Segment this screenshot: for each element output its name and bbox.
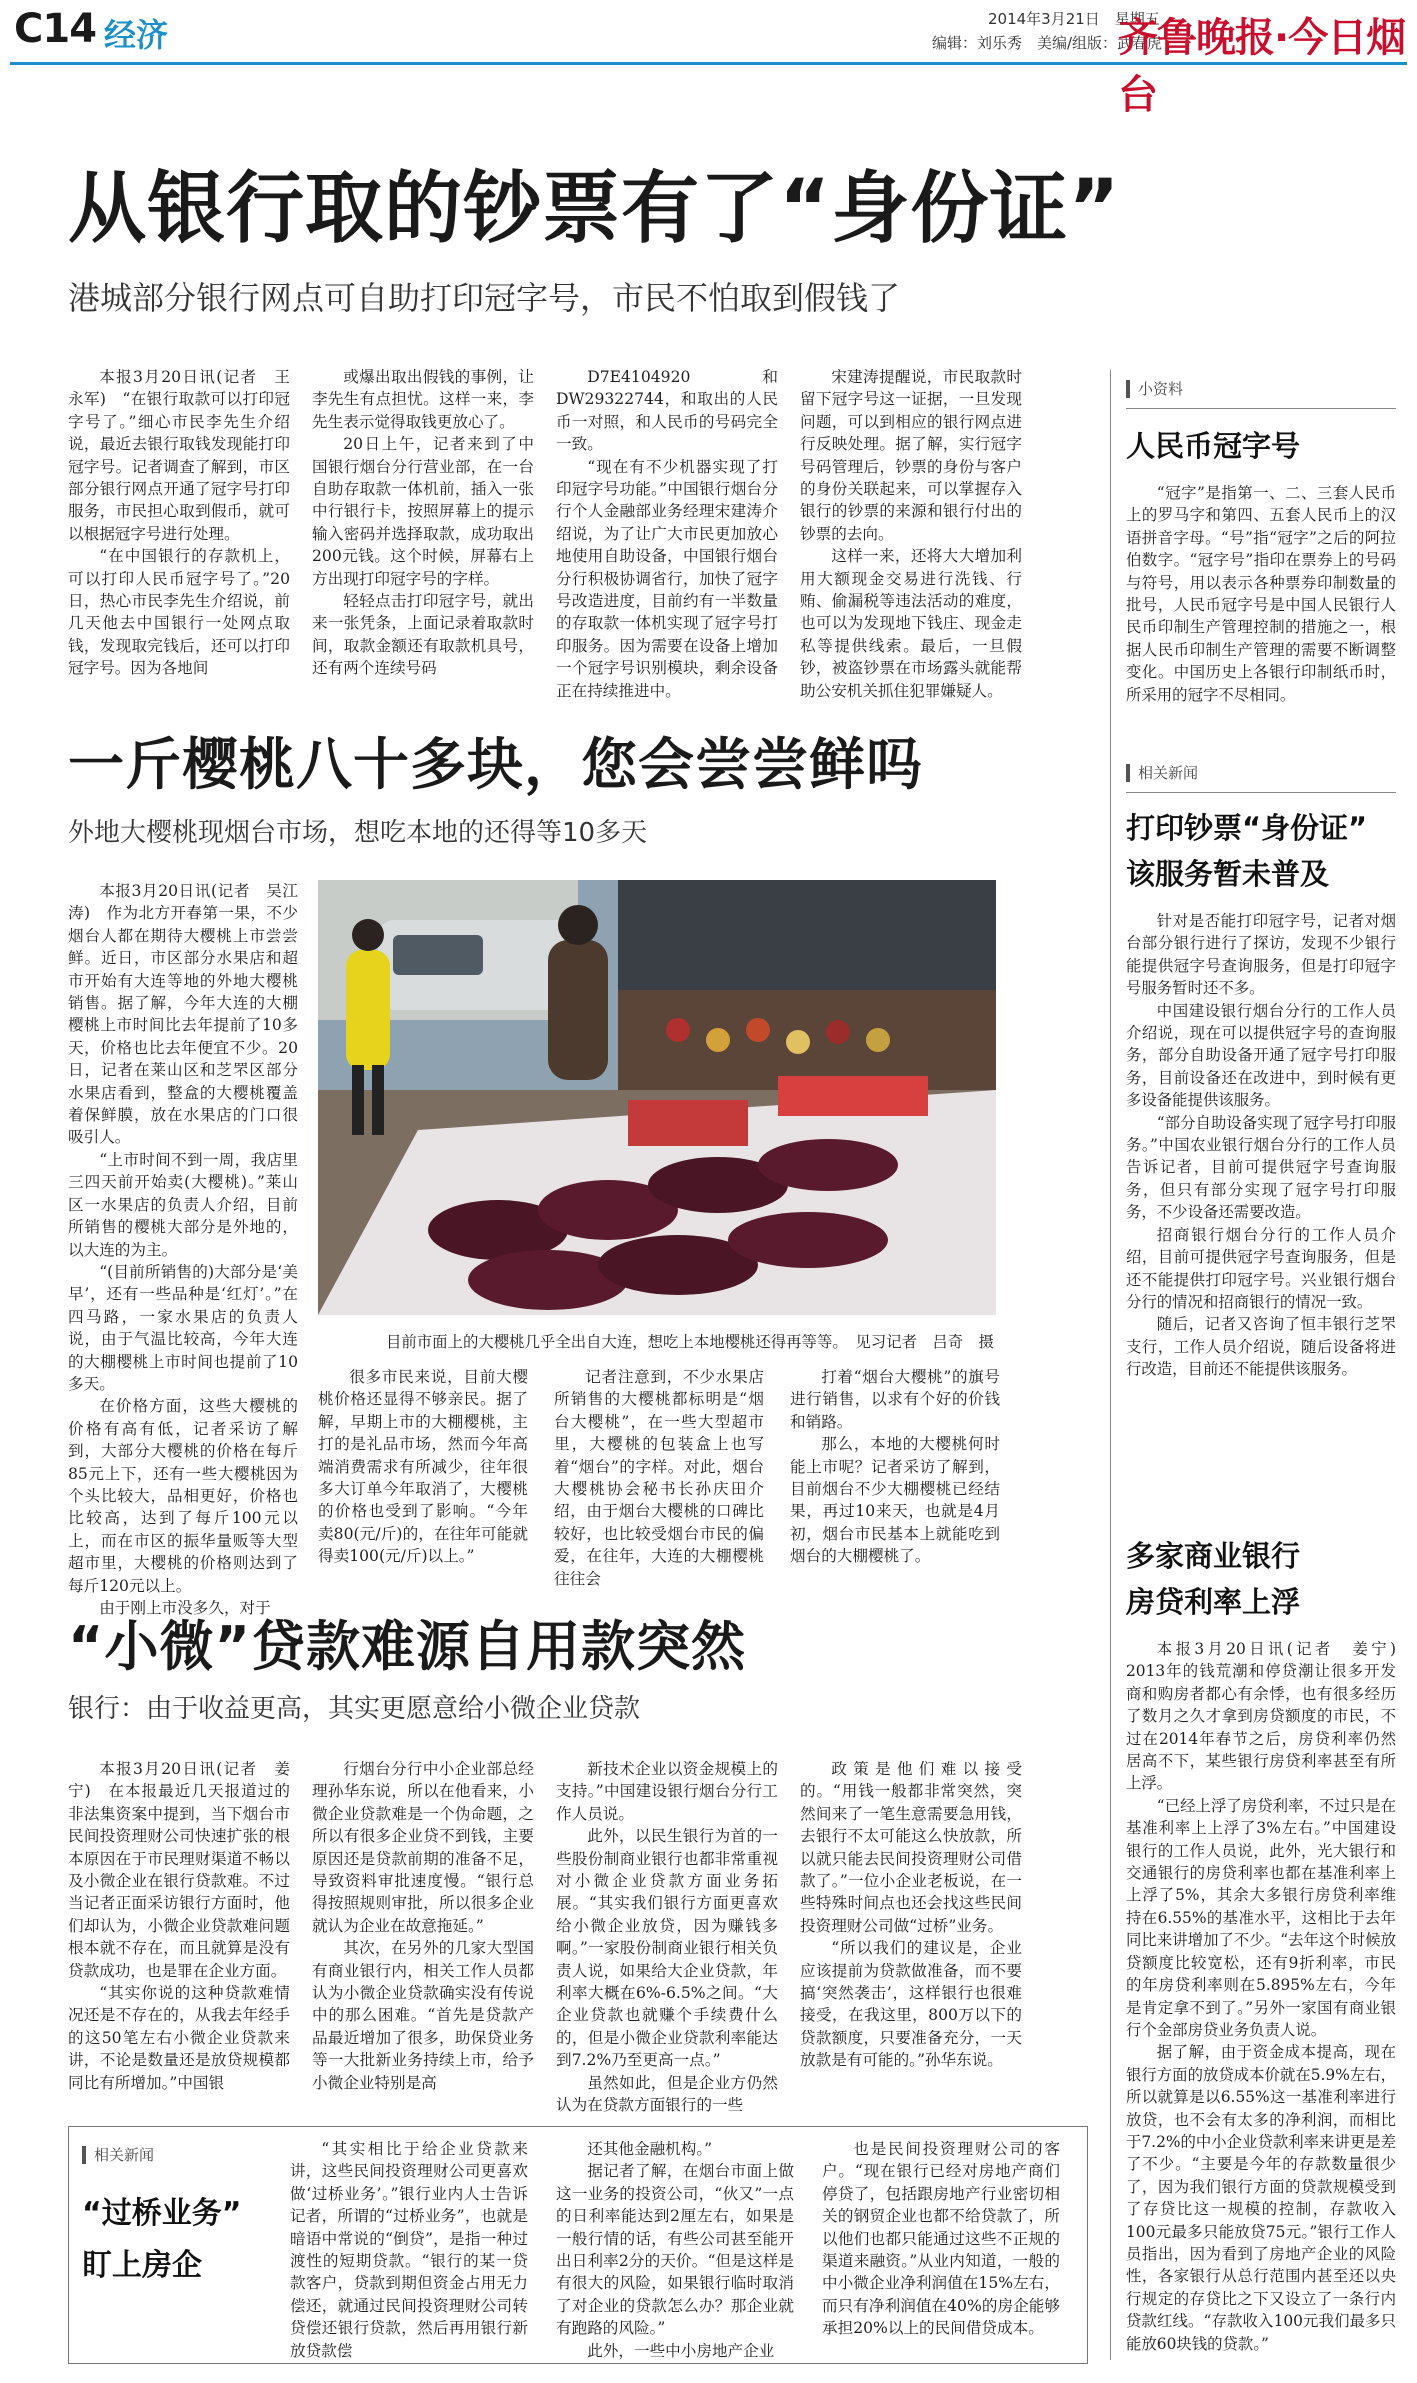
paragraph: 新技术企业以资金规模上的支持。”中国建设银行烟台分行工作人员说。 <box>556 1760 778 1823</box>
sidebar-headline-1: 人民币冠字号 <box>1126 429 1301 463</box>
article2-bottom-column-3 <box>790 1366 1000 1586</box>
article3-title: “小微”贷款难源自用款突然 <box>68 1615 746 1678</box>
paragraph: “已经上浮了房贷利率，不过只是在基准利率上上浮了3%左右。”中国建设银行的工作人员说，此外，光大银行和交通银行的房贷利率也都在基准利率上上浮了5%，其余大多银行房贷利率维持在6.55%的基准水平，这相比于去年同比来讲增加了不少。“去年这个时候放贷额度比较宽松，还有9折利率，市民的年房贷利率则在5.895%左右，今年是肯定拿不到了。”另外一家国有商业银行个金部房贷业务负责人说。 <box>1126 1796 1396 2039</box>
article3-column-2 <box>312 1758 534 2102</box>
paragraph: 中国建设银行烟台分行的工作人员介绍说，现在可以提供冠字号的查询服务，部分自助设备开通了冠字号打印服务，目前设备还在改进中，到时候有更多设备能提供该服务。 <box>1126 1001 1396 1110</box>
paragraph: “冠字”是指第一、二、三套人民币上的罗马字和第四、五套人民币上的汉语拼音字母。“号”指“冠字”之后的阿拉伯数字。“冠字号”指印在票券上的号码与符号，用以表示各种票券印制数量的批号，人民币冠字号是中国人民银行人民币印制生产管理控制的措施之一，根据人民币印制生产管理的需要不断调整变化。中国历史上各银行印制纸币时，所采用的冠字不尽相同。 <box>1126 484 1396 704</box>
article3-column-1 <box>68 1758 290 2102</box>
sidebar-rule-2 <box>1126 792 1396 793</box>
article2-title: 一斤樱桃八十多块，您会尝尝鲜吗 <box>68 733 923 798</box>
paragraph: 招商银行烟台分行的工作人员介绍，目前可提供冠字号查询服务，但是还不能提供打印冠字号。兴业银行烟台分行的情况和招商银行的情况一致。 <box>1126 1225 1396 1311</box>
paragraph: “部分自助设备实现了冠字号打印服务。”中国农业银行烟台分行的工作人员告诉记者，目前可提供冠字号查询服务，但只有部分实现了冠字号打印服务，不少设备还需要改造。 <box>1126 1113 1396 1222</box>
paragraph: 20日上午，记者来到了中国银行烟台分行营业部，在一台自助存取款一体机前，插入一张中行银行卡，按照屏幕上的提示输入密码并选择取款，成功取出200元钱。这个时候，屏幕右上方出现打印冠字号的字样。 <box>312 435 534 588</box>
box-column-3 <box>822 2138 1060 2354</box>
sidebar-headline-3-line-1: 多家商业银行 <box>1126 1539 1301 1573</box>
box-headline-line-2: 盯上房企 <box>82 2248 202 2283</box>
article1-column-3 <box>556 366 778 702</box>
paragraph: 本报3月20日讯(记者 姜宁) 在本报最近几天报道过的非法集资案中提到，当下烟台市民间投资理财公司快速扩张的根本原因在于市民理财渠道不畅以及小微企业在银行贷款难。不过当记者正面采访银行方面时，他们却认为，小微企业贷款难问题根本就不存在，而且就算是没有贷款成功，也是罪在企业方面。 <box>68 1760 290 1980</box>
sidebar-tag-2: 相关新闻 <box>1126 764 1198 782</box>
paragraph: 轻轻点击打印冠字号，就出来一张凭条，上面记录着取款时间，取款金额还有取款机具号，还有两个连续号码 <box>312 592 534 678</box>
issue-date: 2014年3月21日 星期五 <box>988 10 1160 28</box>
article2-bottom-column-1 <box>318 1366 528 1586</box>
sidebar-text-2 <box>1126 910 1396 1514</box>
paragraph: 在价格方面，这些大樱桃的价格有高有低，记者采访了解到，大部分大樱桃的价格在每斤85元上下，还有一些大樱桃因为个头比较大，品相更好，价格也比较高，达到了每斤100元以上，而在市区的振华量贩等大型超市里，大樱桃的价格则达到了每斤120元以上。 <box>68 1397 298 1595</box>
paragraph: 本报3月20日讯(记者 姜宁) 2013年的钱荒潮和停贷潮让很多开发商和购房者都心有余悸，也有很多经历了数月之久才拿到房贷额度的市民，不过在2014年春节之后，房贷利率仍然居高不下，某些银行房贷利率甚至有所上浮。 <box>1126 1640 1412 1793</box>
paragraph: 或爆出取出假钱的事例，让李先生有点担忧。这样一来，李先生表示觉得取钱更放心了。 <box>312 368 534 431</box>
paragraph: 其次，在另外的几家大型国有商业银行内，相关工作人员都认为小微企业贷款确实没有传说中的那么困难。“首先是贷款产品最近增加了很多，助保贷业务等一大批新业务持续上市，给予小微企业特别是高 <box>312 1939 534 2092</box>
sidebar-headline-3-line-2: 房贷利率上浮 <box>1126 1585 1301 1619</box>
header-rule <box>10 62 1407 65</box>
article1-subtitle: 港城部分银行网点可自助打印冠字号，市民不怕取到假钱了 <box>68 279 901 317</box>
paragraph: “在中国银行的存款机上，可以打印人民币冠字号了。”20日，热心市民李先生介绍说，前几天他去中国银行一处网点取钱，发现取完钱后，还可以打印冠字号。因为各地间 <box>68 547 290 678</box>
article1-column-4 <box>800 366 1022 702</box>
sidebar-tag-1: 小资料 <box>1126 380 1183 398</box>
paragraph: 随后，记者又咨询了恒丰银行芝罘支行，工作人员介绍说，随后设备将进行改造，目前还不能提供该服务。 <box>1126 1315 1396 1379</box>
photo-illustration <box>318 880 996 1315</box>
editor-credits: 编辑：刘乐秀 美编/组版：武春虎 <box>932 34 1163 52</box>
box-headline-line-1: “过桥业务” <box>82 2196 242 2231</box>
paragraph: 行烟台分行中小企业部总经理孙华东说，所以在他看来，小微企业贷款难是一个伪命题，之所以有很多企业贷不到钱，主要原因还是贷款前期的准备不足，导致资料审批速度慢。“银行总得按照规则审批，所以很多企业就认为企业在故意拖延。” <box>312 1760 534 1935</box>
sidebar-text-3 <box>1126 1638 1412 2360</box>
paragraph: “其实相比于给企业贷款来讲，这些民间投资理财公司更喜欢做‘过桥业务’。”银行业内人士告诉记者，所谓的“过桥业务”，也就是暗语中常说的“倒贷”，是指一种过渡性的短期贷款。“银行的某一贷款客户，贷款到期但资金占用无力偿还，就通过民间投资理财公司转贷偿还银行贷款，然后再用银行新放贷款偿 <box>290 2140 528 2360</box>
box-column-1 <box>290 2138 528 2360</box>
article2-left-column <box>68 880 298 1617</box>
paragraph: 本报3月20日讯(记者 吴江涛) 作为北方开春第一果，不少烟台人都在期待大樱桃上市尝尝鲜。近日，市区部分水果店和超市开始有大连等地的外地大樱桃销售。据了解，今年大连的大棚樱桃上市时间比去年提前了10多天，价格也比去年便宜不少。20日，记者在莱山区和芝罘区部分水果店看到，整盒的大樱桃覆盖着保鲜膜，放在水果店的门口很吸引人。 <box>68 882 298 1147</box>
sidebar-divider <box>1110 370 1111 2360</box>
paragraph: 此外，一些中小房地产企业 <box>587 2341 775 2360</box>
article2-bottom-column-2 <box>554 1366 764 1586</box>
newspaper-brand: 齐鲁晚报·今日烟台 <box>1118 15 1406 118</box>
paragraph: 政策是他们难以接受的。“用钱一般都非常突然，突然间来了一笔生意需要急用钱，去银行不太可能这么快放款，所以就只能去民间投资理财公司借款了。”一位小企业老板说，在一些特殊时间点也还会找这些民间投资理财公司做“过桥”业务。 <box>800 1760 1022 1935</box>
article1-column-1 <box>68 366 290 702</box>
article1-column-2 <box>312 366 534 702</box>
paragraph: 本报3月20日讯(记者 王永军) “在银行取款可以打印冠字号了。”细心市民李先生介绍说，最近去银行取钱发现能打印冠字号。记者调查了解到，市区部分银行网点开通了冠字号打印服务，市民担心取到假币，就可以根据冠字号进行处理。 <box>68 368 290 543</box>
article3-column-4 <box>800 1758 1022 2102</box>
article3-column-3 <box>556 1758 778 2115</box>
paragraph: “现在有不少机器实现了打印冠字号功能。”中国银行烟台分行个人金融部业务经理宋建涛介绍说，为了让广大市民更加放心地使用自助设备，中国银行烟台分行积极协调省行，加快了冠字号改造进度，目前约有一半数量的存取款一体机实现了冠字号打印服务。因为需要在设备上增加一个冠字号识别模块，剩余设备正在持续推进中。 <box>556 457 778 700</box>
article1-title: 从银行取的钞票有了“身份证” <box>68 164 1121 254</box>
section-name: 经济 <box>104 16 169 54</box>
article3-subtitle: 银行：由于收益更高，其实更愿意给小微企业贷款 <box>68 1694 641 1724</box>
box-tag: 相关新闻 <box>82 2146 154 2164</box>
paragraph: “所以我们的建议是，企业应该提前为贷款做准备，而不要搞‘突然袭击’，这样银行也很难接受，在我这里，800万以下的贷款额度，只要准备充分，一天放款是有可能的。”孙华东说。 <box>800 1939 1022 2070</box>
article2-subtitle: 外地大樱桃现烟台市场，想吃本地的还得等10多天 <box>68 818 648 848</box>
paragraph: 针对是否能打印冠字号，记者对烟台部分银行进行了探访，发现不少银行能提供冠字号查询服务，但是打印冠字号服务暂时还不多。 <box>1126 912 1396 998</box>
paragraph: “(目前所销售的)大部分是‘美早’，还有一些品种是‘红灯’。”在四马路，一家水果店的负责人说，由于气温比较高，今年大连的大棚樱桃上市时间也提前了10多天。 <box>68 1262 298 1393</box>
sidebar-text-1 <box>1126 482 1396 748</box>
paragraph: 据记者了解，在烟台市面上做这一业务的投资公司，“伙又”一点的日利率能达到2厘左右，如果是一般行情的话，有些公司甚至能开出日利率2分的天价。“但是这样是有很大的风险，如果银行临时取消了对企业的贷款怎么办？那企业就有跑路的风险。” <box>556 2162 794 2338</box>
sidebar-headline-2-line-1: 打印钞票“身份证” <box>1126 811 1368 845</box>
paragraph: 那么，本地的大樱桃何时能上市呢？记者采访了解到，目前烟台不少大棚樱桃已经结果，再过10来天，也就是4月初，烟台市民基本上就能吃到烟台的大棚樱桃了。 <box>790 1435 1000 1566</box>
paragraph: 还其他金融机构。” <box>587 2140 713 2158</box>
paragraph: 也是民间投资理财公司的客户。“现在银行已经对房地产商们停贷了，包括跟房地产行业密切相关的钢贸企业也都不给贷款了，所以他们也都只能通过这些不正规的渠道来融资。”从业内知道，一般的中小微企业净利润值在15%左右，而只有净利润值在40%的房企能够承担20%以上的民间借贷成本。 <box>822 2140 1060 2338</box>
paragraph: 据了解，由于资金成本提高，现在银行方面的放贷成本价就在5.9%左右，所以就算是以6.55%这一基准利率进行放贷，也不会有太多的净利润，而相比于7.2%的中小企业贷款利率来讲更是差了不少。“主要是今年的存款数量很少了，因为我们银行方面的贷款规模受到了存贷比这一规模的控制，存款收入100元最多只能放贷75元。”银行工作人员指出，因为看到了房地产企业的风险性，各家银行从总行范围内甚至还以央行规定的存贷比之下又设立了一条行内贷款红线。“存款收入100元我们最多只能放60块钱的贷款。” <box>1126 2043 1396 2353</box>
cherry-market-photo <box>318 880 996 1315</box>
paragraph: 这样一来，还将大大增加利用大额现金交易进行洗钱、行贿、偷漏税等违法活动的难度，也可以为发现地下钱庄、现金走私等提供线索。最后，一旦假钞，被盗钞票在市场露头就能帮助公安机关抓住犯罪嫌疑人。 <box>800 547 1022 700</box>
paragraph: 虽然如此，但是企业方仍然认为在贷款方面银行的一些 <box>556 2073 778 2115</box>
paragraph: 此外，以民生银行为首的一些股份制商业银行也都非常重视对小微企业贷款方面业务拓展。“其实我们银行方面更喜欢给小微企业放贷，因为赚钱多啊。”一家股份制商业银行相关负责人说，如果给大企业贷款，年利率大概在6%-6.5%之间。“大企业贷款也就赚个手续费什么的，但是小微企业贷款利率能达到7.2%乃至更高一点。” <box>556 1827 778 2070</box>
paragraph: D7E4104920和DW29322744，和取出的人民币一对照，和人民币的号码完全一致。 <box>556 368 778 454</box>
paragraph: 记者注意到，不少水果店所销售的大樱桃都标明是“烟台大樱桃”，在一些大型超市里，大樱桃的包装盒上也写着“烟台”的字样。对此，烟台大樱桃协会秘书长孙庆田介绍，由于烟台大樱桃的口碑比较好，也比较受烟台市民的偏爱，在往年，大连的大棚樱桃往往会 <box>554 1368 764 1588</box>
paragraph: 由于刚上市没多久，对于 <box>99 1599 271 1617</box>
paragraph: 宋建涛提醒说，市民取款时留下冠字号这一证据，一旦发现问题，可以到相应的银行网点进行反映处理。据了解，实行冠字号码管理后，钞票的身份与客户的身份关联起来，可以掌握存入银行的钞票的来源和银行付出的钞票的去向。 <box>800 368 1022 543</box>
paragraph: “上市时间不到一周，我店里三四天前开始卖(大樱桃)。”莱山区一水果店的负责人介绍，目前所销售的樱桃大部分是外地的，以大连的为主。 <box>68 1150 298 1259</box>
paragraph: 打着“烟台大樱桃”的旗号进行销售，以求有个好的价钱和销路。 <box>790 1368 1000 1431</box>
paragraph: 很多市民来说，目前大樱桃价格还显得不够亲民。据了解，早期上市的大棚樱桃，主打的是礼品市场，然而今年高端消费需求有所减少，往年很多大订单今年取消了，大樱桃的价格也受到了影响。“今年卖80(元/斤)的，在往年可能就得卖100(元/斤)以上。” <box>318 1368 528 1566</box>
sidebar-headline-2-line-2: 该服务暂未普及 <box>1126 857 1330 891</box>
sidebar-rule-1 <box>1126 408 1396 409</box>
box-column-2 <box>556 2138 794 2360</box>
paragraph: “其实你说的这种贷款难情况还是不存在的，从我去年经手的这50笔左右小微企业贷款来讲，不论是数量还是放贷规模都同比有所增加。”中国银 <box>68 1984 290 2092</box>
photo-caption: 目前市面上的大樱桃几乎全出自大连，想吃上本地樱桃还得再等等。 见习记者 吕奇 摄 <box>386 1333 994 1351</box>
page-number: C14 <box>14 6 97 52</box>
